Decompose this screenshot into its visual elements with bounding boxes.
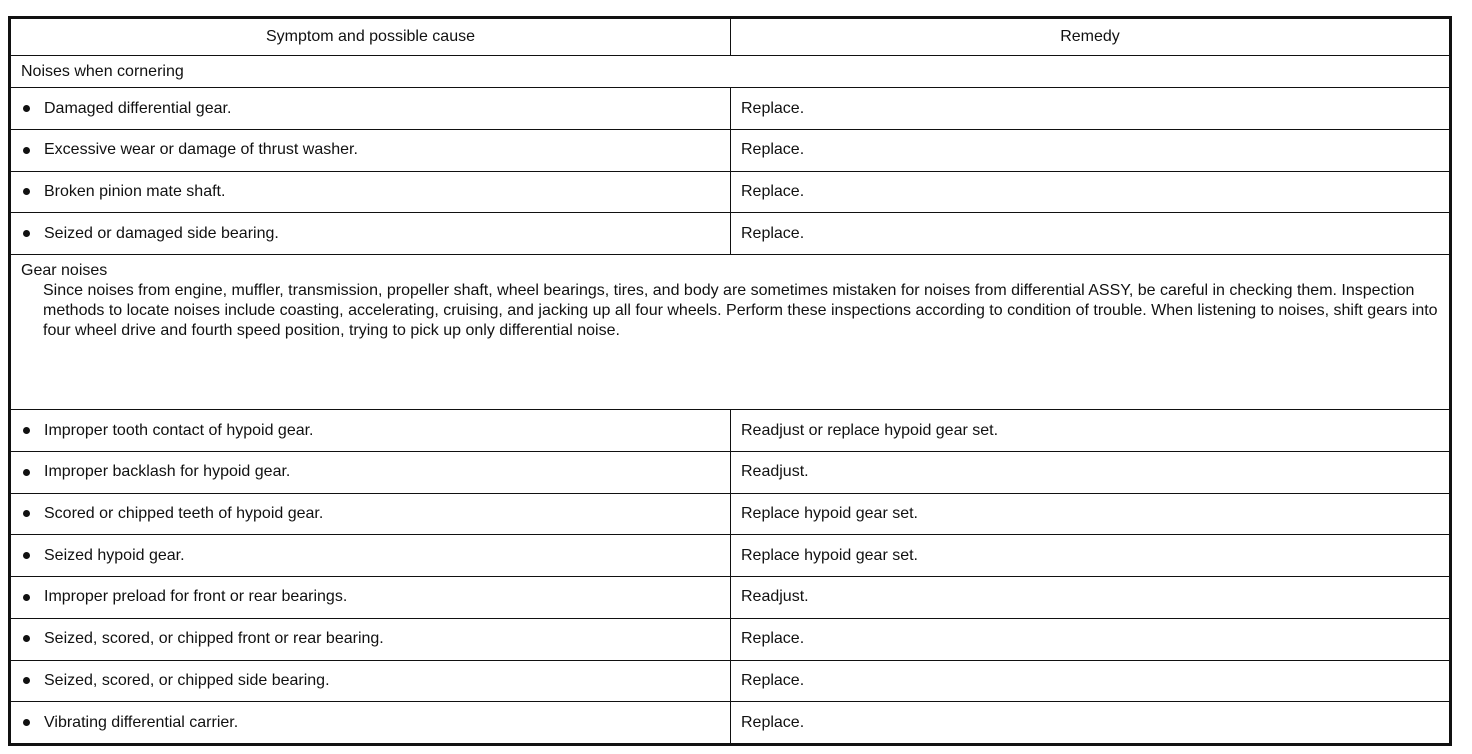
- cause-cell: [11, 171, 731, 213]
- remedy-cell: Replace.: [731, 130, 1450, 172]
- table-row: [11, 410, 1450, 452]
- table-row: [11, 577, 1450, 619]
- bullet-icon: [23, 635, 30, 642]
- bullet-icon: [23, 427, 30, 434]
- bullet-icon: [23, 230, 30, 237]
- cause-cell: [11, 213, 731, 255]
- table-row: [11, 618, 1450, 660]
- bullet-icon: [23, 469, 30, 476]
- cause-cell: [11, 535, 731, 577]
- bullet-icon: [23, 594, 30, 601]
- bullet-icon: [23, 719, 30, 726]
- remedy-cell: Replace.: [731, 702, 1450, 744]
- cause-text: Excessive wear or damage of thrust washer.: [44, 141, 358, 159]
- bullet-icon: [23, 510, 30, 517]
- cause-cell: [11, 452, 731, 494]
- cause-cell: [11, 493, 731, 535]
- cause-text: Improper backlash for hypoid gear.: [44, 463, 291, 481]
- cause-cell: [11, 660, 731, 702]
- remedy-cell: Replace.: [731, 618, 1450, 660]
- bullet-icon: [23, 552, 30, 559]
- table-row: [11, 88, 1450, 130]
- cause-cell: [11, 702, 731, 744]
- cause-text: Improper tooth contact of hypoid gear.: [44, 421, 314, 439]
- cause-text: Damaged differential gear.: [44, 99, 232, 117]
- remedy-cell: Replace.: [731, 213, 1450, 255]
- section-title: Gear noises: [21, 262, 108, 280]
- cause-text: Seized hypoid gear.: [44, 546, 185, 564]
- cause-text: Seized or damaged side bearing.: [44, 224, 279, 242]
- remedy-cell: Replace hypoid gear set.: [731, 535, 1450, 577]
- troubleshooting-table: [10, 18, 1450, 744]
- cause-text: Scored or chipped teeth of hypoid gear.: [44, 505, 324, 523]
- remedy-cell: Replace.: [731, 660, 1450, 702]
- table-row: [11, 535, 1450, 577]
- section-row-gear-noises: [11, 255, 1450, 410]
- table-row: [11, 213, 1450, 255]
- header-symptom: Symptom and possible cause: [11, 19, 731, 56]
- cause-text: Seized, scored, or chipped side bearing.: [44, 671, 330, 689]
- table-row: [11, 660, 1450, 702]
- remedy-cell: Readjust.: [731, 577, 1450, 619]
- cause-cell: [11, 88, 731, 130]
- remedy-cell: Readjust or replace hypoid gear set.: [731, 410, 1450, 452]
- table-row: [11, 702, 1450, 744]
- table-row: [11, 130, 1450, 172]
- section-gear-cell: [11, 255, 1450, 410]
- remedy-cell: Replace.: [731, 171, 1450, 213]
- cause-text: Improper preload for front or rear bearings.: [44, 588, 348, 606]
- remedy-cell: Replace.: [731, 88, 1450, 130]
- bullet-icon: [23, 188, 30, 195]
- section-row-cornering: [11, 56, 1450, 88]
- table-row: [11, 171, 1450, 213]
- cause-text: Vibrating differential carrier.: [44, 713, 239, 731]
- remedy-cell: Readjust.: [731, 452, 1450, 494]
- troubleshooting-table-container: [8, 16, 1452, 746]
- header-remedy: Remedy: [731, 19, 1450, 56]
- table-row: [11, 493, 1450, 535]
- cause-cell: [11, 618, 731, 660]
- header-row: [11, 19, 1450, 56]
- cause-cell: [11, 130, 731, 172]
- bullet-icon: [23, 147, 30, 154]
- section-note: Since noises from engine, muffler, transmission, propeller shaft, wheel bearings, tires, and body are sometimes mistaken for noises from differential ASSY, be careful in checking them. Inspection methods to locate noises include coasting, accelerating, cruising, and jacking up all four wheels. Perform these inspections according to condition of trouble. When listening to noises, shift gears into four wheel drive and fourth speed position, trying to pick up only differential noise.: [43, 282, 1438, 340]
- bullet-icon: [23, 105, 30, 112]
- cause-text: Broken pinion mate shaft.: [44, 183, 226, 201]
- section-title: Noises when cornering: [11, 56, 1450, 88]
- cause-cell: [11, 577, 731, 619]
- bullet-icon: [23, 677, 30, 684]
- cause-text: Seized, scored, or chipped front or rear bearing.: [44, 630, 384, 648]
- cause-cell: [11, 410, 731, 452]
- remedy-cell: Replace hypoid gear set.: [731, 493, 1450, 535]
- table-row: [11, 452, 1450, 494]
